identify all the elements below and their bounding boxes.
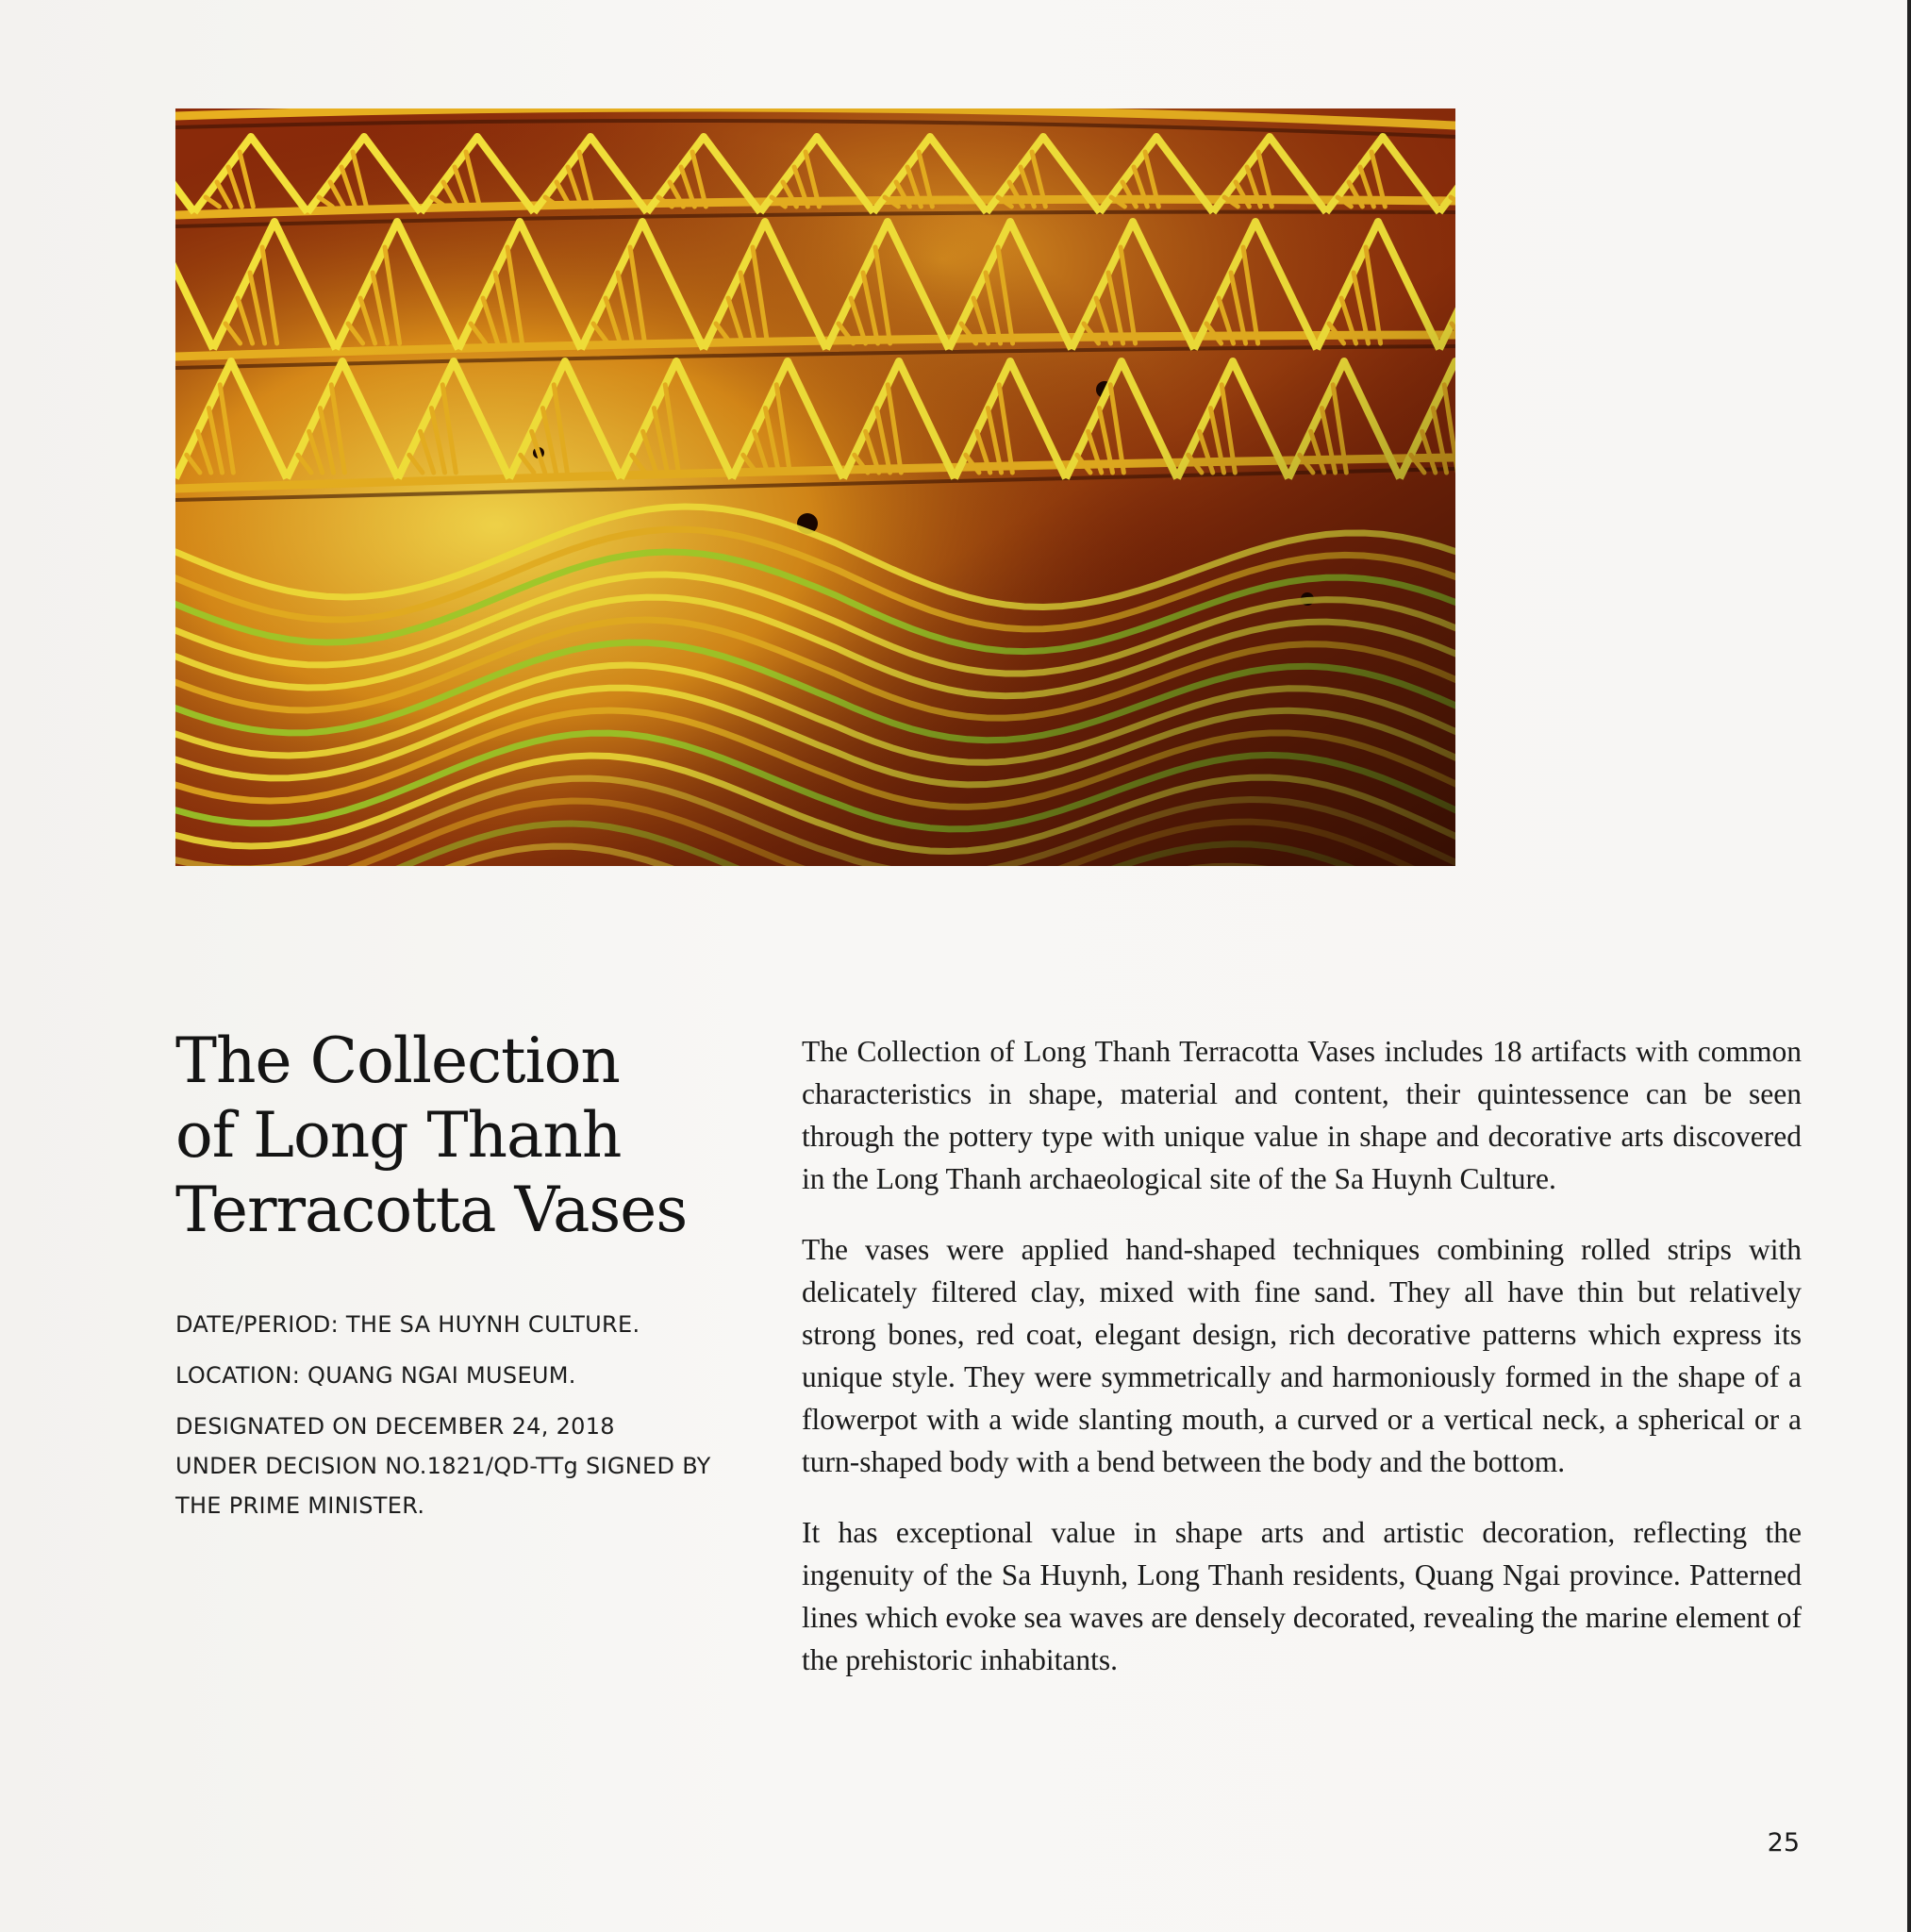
body-paragraph: The vases were applied hand-shaped techniques combining rolled strips with delicately filtered clay, mixed with fine sand. They all have thin but relatively strong bones, red coat, elegant design, rich decorative patterns which express its unique style. They were symmetrically and harmoniously formed in the shape of a flowerpot with a wide slanting mouth, a curved or a vertical neck, a spherical or a turn-shaped body with a bend between the body and the bottom. — [802, 1233, 1802, 1478]
title-line: The Collection — [175, 1024, 620, 1097]
body-paragraph: The Collection of Long Thanh Terracotta Vases includes 18 artifacts with common characteristics in shape, material and content, their quintessence can be seen through the pottery type with unique value in shape and decorative arts discovered in the Long Thanh archaeological site of the Sa Huynh Culture. — [802, 1035, 1802, 1195]
page-edge — [1907, 0, 1911, 1932]
page-number: 25 — [1767, 1828, 1800, 1857]
pottery-photo — [175, 108, 1455, 866]
artifact-metadata — [175, 1305, 741, 1525]
designation-line: UNDER DECISION NO.1821/QD-TTg SIGNED BY — [175, 1453, 711, 1479]
page-title — [175, 1024, 704, 1247]
pottery-pattern-image — [175, 108, 1455, 866]
title-line: of Long Thanh — [175, 1099, 622, 1172]
title-line: Terracotta Vases — [175, 1174, 688, 1246]
date-period: DATE/PERIOD: THE SA HUYNH CULTURE. — [175, 1311, 640, 1338]
designation-line: DESIGNATED ON DECEMBER 24, 2018 — [175, 1413, 615, 1440]
location: LOCATION: QUANG NGAI MUSEUM. — [175, 1362, 576, 1389]
designation-line: THE PRIME MINISTER. — [175, 1492, 425, 1519]
body-text — [802, 1030, 1802, 1709]
body-paragraph: It has exceptional value in shape arts and artistic decoration, reflecting the ingenuity of the Sa Huynh, Long Thanh residents, Quang Ngai province. Patterned lines which evoke sea waves are densely decorated, revealing the marine element of the prehistoric inhabitants. — [802, 1516, 1802, 1676]
